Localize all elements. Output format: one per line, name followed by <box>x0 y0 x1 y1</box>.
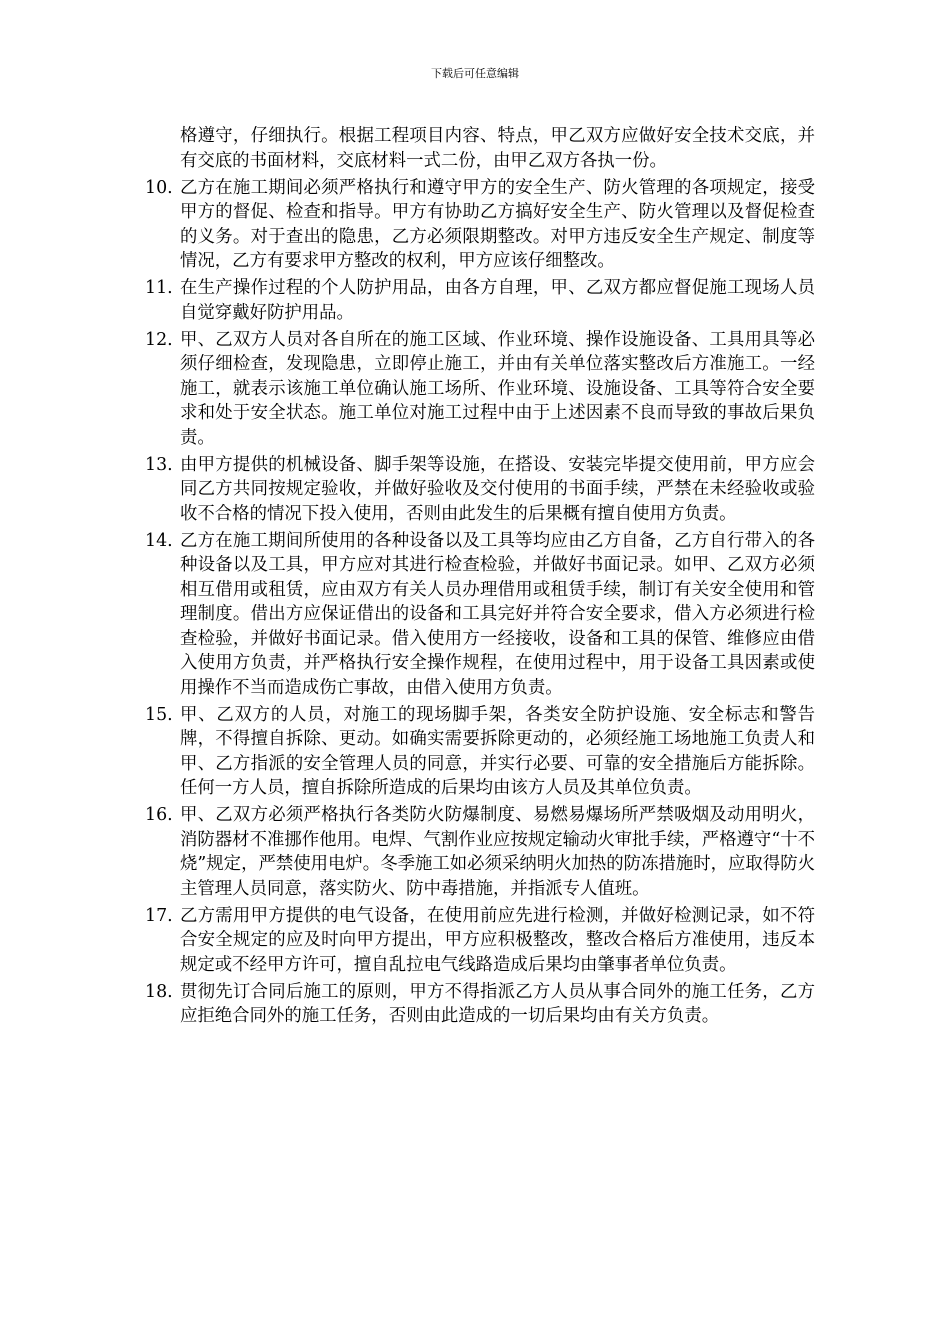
clause-text: 甲、乙双方人员对各自所在的施工区域、作业环境、操作设施设备、工具用具等必须仔细检查，发现隐患，立即停止施工，并由有关单位落实整改后方准施工。一经施工，就表示该施工单位确认施工场所、作业环境、设施设备、工具等符合安全要求和处于安全状态。施工单位对施工过程中由于上述因素不良而导致的事故后果负责。 <box>180 329 815 448</box>
clause-11 <box>145 276 815 325</box>
continuation-paragraph: 格遵守，仔细执行。根据工程项目内容、特点，甲乙双方应做好安全技术交底，并有交底的书面材料，交底材料一式二份，由甲乙双方各执一份。 <box>180 126 815 171</box>
clause-text: 在生产操作过程的个人防护用品，由各方自理，甲、乙双方都应督促施工现场人员自觉穿戴好防护用品。 <box>180 278 815 323</box>
document-body <box>145 124 815 1029</box>
clause-12 <box>145 328 815 451</box>
clause-18 <box>145 980 815 1029</box>
clause-number: 14. <box>145 530 173 551</box>
clause-number: 11. <box>145 278 173 298</box>
clause-text: 甲、乙双方必须严格执行各类防火防爆制度、易燃易爆场所严禁吸烟及动用明火，消防器材不准挪作他用。电焊、气割作业应按规定输动火审批手续，严格遵守“十不烧”规定，严禁使用电炉。冬季施工如必须采纳明火加热的防冻措施时，应取得防火主管理人员同意，落实防火、防中毒措施，并指派专人值班。 <box>180 805 815 899</box>
clause-number: 18. <box>145 981 173 1002</box>
clause-number: 15. <box>145 704 173 725</box>
clause-number: 10. <box>145 177 173 198</box>
clause-14 <box>145 529 815 701</box>
clause-text: 乙方需用甲方提供的电气设备，在使用前应先进行检测，并做好检测记录，如不符合安全规定的应及时向甲方提出，甲方应积极整改，整改合格后方准使用，违反本规定或不经甲方许可，擅自乱拉电气线路造成后果均由肇事者单位负责。 <box>180 905 815 975</box>
clause-number: 17. <box>145 905 173 926</box>
clause-text: 乙方在施工期间所使用的各种设备以及工具等均应由乙方自备，乙方自行带入的各种设备以及工具，甲方应对其进行检查检验，并做好书面记录。如甲、乙双方必须相互借用或租赁，应由双方有关人员办理借用或租赁手续，制订有关安全使用和管理制度。借出方应保证借出的设备和工具完好并符合安全要求，借入方必须进行检查检验，并做好书面记录。借入使用方一经接收，设备和工具的保管、维修应由借入使用方负责，并严格执行安全操作规程，在使用过程中，用于设备工具因素或使用操作不当而造成伤亡事故，由借入使用方负责。 <box>180 530 815 698</box>
clause-text: 由甲方提供的机械设备、脚手架等设施，在搭设、安装完毕提交使用前，甲方应会同乙方共同按规定验收，并做好验收及交付使用的书面手续，严禁在未经验收或验收不合格的情况下投入使用，否则由此发生的后果概有擅自使用方负责。 <box>180 454 815 524</box>
clause-number: 12. <box>145 329 173 350</box>
clause-17 <box>145 904 815 978</box>
clause-text: 贯彻先订合同后施工的原则，甲方不得指派乙方人员从事合同外的施工任务，乙方应拒绝合同外的施工任务，否则由此造成的一切后果均由有关方负责。 <box>180 981 815 1026</box>
clause-number: 16. <box>145 805 173 825</box>
clause-text: 乙方在施工期间必须严格执行和遵守甲方的安全生产、防火管理的各项规定，接受甲方的督促、检查和指导。甲方有协助乙方搞好安全生产、防火管理以及督促检查的义务。对于查出的隐患，乙方必须限期整改。对甲方违反安全生产规定、制度等情况，乙方有要求甲方整改的权利，甲方应该仔细整改。 <box>180 177 815 271</box>
clause-number: 13. <box>145 454 173 475</box>
clause-16 <box>145 803 815 901</box>
clause-10 <box>145 176 815 274</box>
clause-text: 甲、乙双方的人员，对施工的现场脚手架，各类安全防护设施、安全标志和警告牌，不得擅自拆除、更动。如确实需要拆除更动的，必须经施工场地施工负责人和甲、乙方指派的安全管理人员的同意，并实行必要、可靠的安全措施后方能拆除。任何一方人员，擅自拆除所造成的后果均由该方人员及其单位负责。 <box>180 704 815 798</box>
clause-13 <box>145 453 815 527</box>
clause-15 <box>145 703 815 801</box>
page-header: 下载后可任意编辑 <box>431 67 519 80</box>
